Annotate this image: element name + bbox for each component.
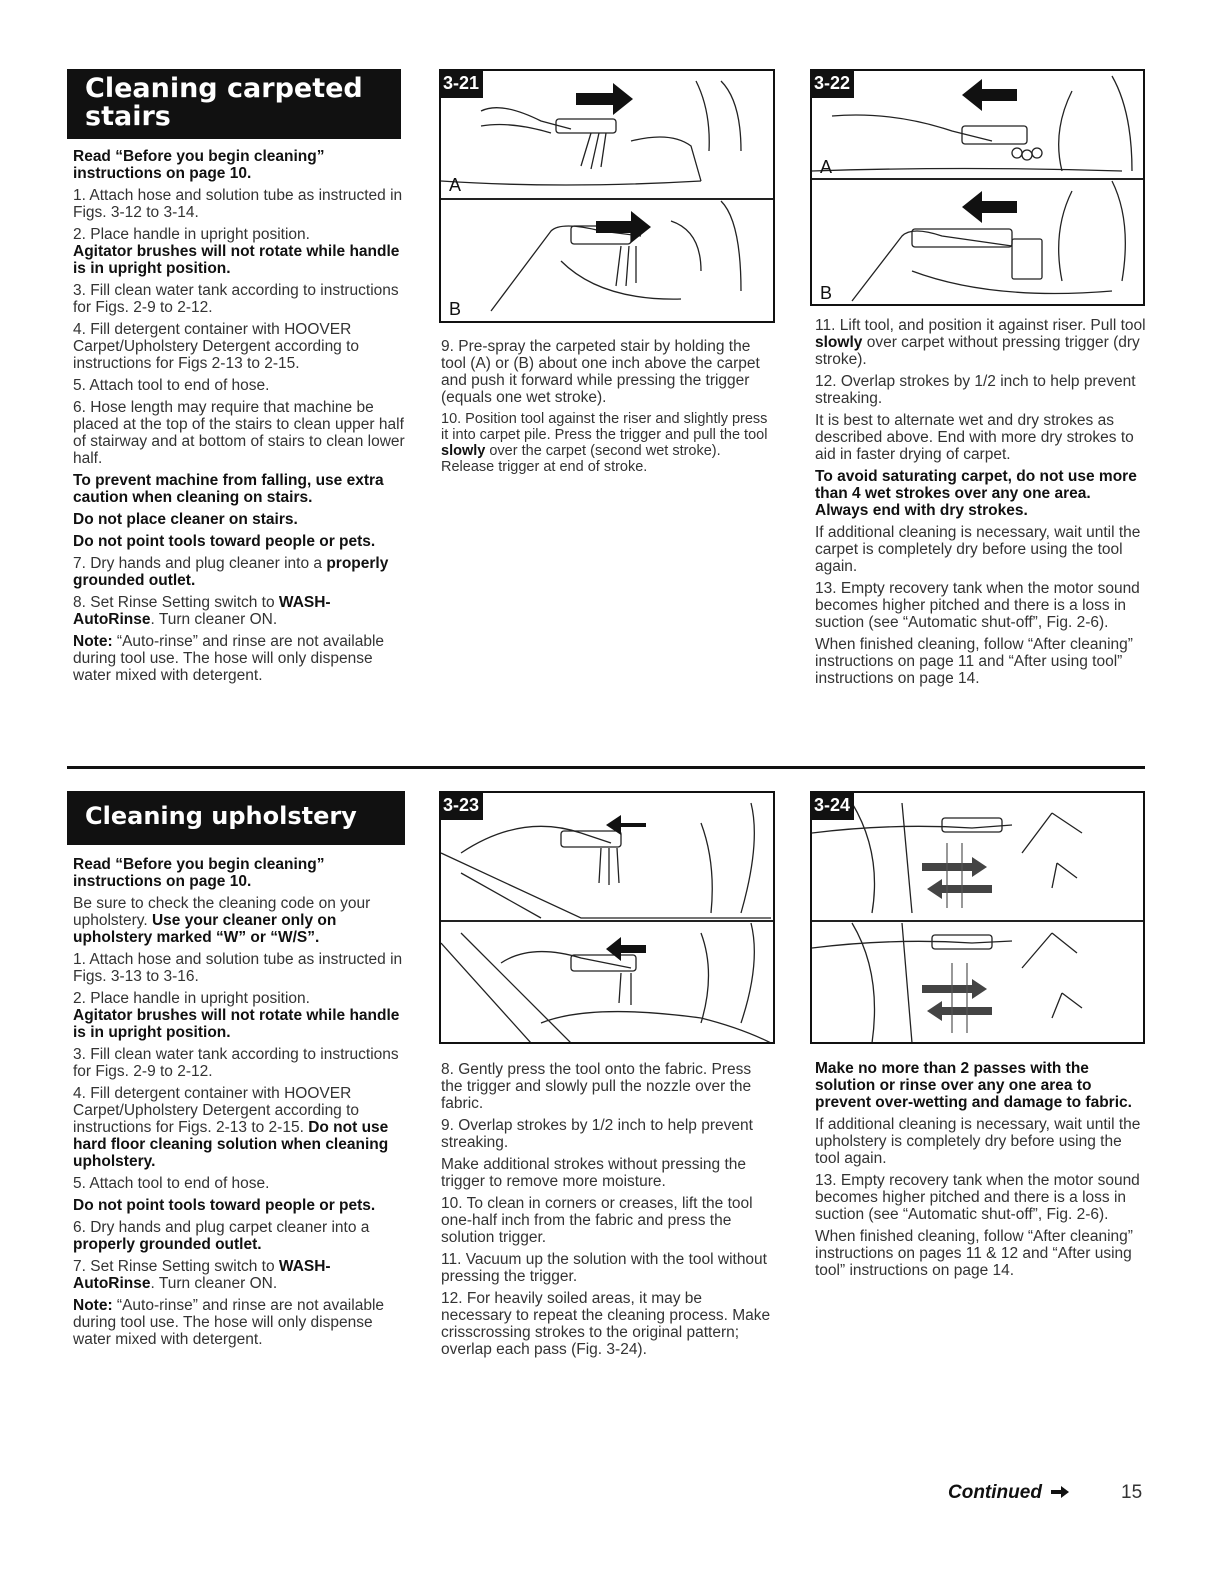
section-title-stairs: Cleaning carpeted stairs: [67, 69, 401, 139]
upholstery-column-2: [441, 1061, 773, 1363]
figure-label: 3-24: [810, 791, 854, 820]
paragraph: When finished cleaning, follow “After cleaning” instructions on pages 11 & 12 and “After using tool” instructions on page 14.: [815, 1228, 1133, 1279]
paragraph: If additional cleaning is necessary, wait until the upholstery is completely dry before using the tool again.: [815, 1116, 1141, 1167]
panel-a-label: A: [449, 175, 462, 195]
paragraph: 4. Fill detergent container with HOOVER Carpet/Upholstery Detergent according to instructions for Figs. 2-13 to 2-15. Do not use hard floor cleaning solution when cleaning upholstery.: [73, 1085, 389, 1170]
paragraph: Note: “Auto-rinse” and rinse are not available during tool use. The hose will only dispense water mixed with detergent.: [73, 1297, 385, 1348]
warning-text: Make no more than 2 passes with the solution or rinse over any one area to prevent over-wetting and damage to fabric.: [815, 1060, 1132, 1111]
paragraph: 12. For heavily soiled areas, it may be necessary to repeat the cleaning process. Make crisscrossing strokes to the original pattern; overlap each pass (Fig. 3-24).: [441, 1290, 771, 1358]
riser-tool-illustration: [812, 71, 1145, 306]
paragraph: 4. Fill detergent container with HOOVER Carpet/Upholstery Detergent according to instructions for Figs 2-13 to 2-15.: [73, 321, 360, 372]
paragraph: Make additional strokes without pressing the trigger to remove more moisture.: [441, 1156, 746, 1190]
warning-text: Do not point tools toward people or pets.: [73, 1197, 376, 1214]
paragraph: 13. Empty recovery tank when the motor sound becomes higher pitched and there is a loss in suction (see “Automatic shut-off”, Fig. 2-6).: [815, 580, 1140, 631]
paragraph: It is best to alternate wet and dry strokes as described above. End with more dry strokes to aid in faster drying of carpet.: [815, 412, 1134, 463]
panel-a-label: A: [820, 157, 833, 177]
paragraph: 6. Dry hands and plug carpet cleaner into a properly grounded outlet.: [73, 1219, 370, 1253]
stair-tool-illustration: [441, 71, 775, 323]
figure-3-22: [810, 69, 1145, 306]
crisscross-strokes-illustration: [812, 793, 1145, 1044]
warning-text: To avoid saturating carpet, do not use more than 4 wet strokes over any one area. Always end with dry strokes.: [815, 468, 1137, 519]
paragraph: 6. Hose length may require that machine be placed at the top of the stairs to clean upper half of stairway and at bottom of stairs to clean lower half.: [73, 399, 405, 467]
figure-3-24: [810, 791, 1145, 1044]
figure-label: 3-23: [439, 791, 483, 820]
paragraph: 8. Set Rinse Setting switch to WASH-AutoRinse. Turn cleaner ON.: [73, 594, 331, 628]
panel-b-label: B: [449, 299, 462, 319]
paragraph: 3. Fill clean water tank according to instructions for Figs. 2-9 to 2-12.: [73, 282, 399, 316]
stairs-column-2: [441, 338, 773, 480]
paragraph: 10. Position tool against the riser and slightly press it into carpet pile. Press the trigger and pull the tool slowly over the carpet (second wet stroke). Release trigger at end of stroke.: [441, 411, 768, 475]
paragraph: 11. Lift tool, and position it against riser. Pull tool slowly over carpet without pressing trigger (dry stroke).: [815, 317, 1146, 368]
paragraph: 10. To clean in corners or creases, lift the tool one-half inch from the fabric and press the solution trigger.: [441, 1195, 753, 1246]
paragraph: 12. Overlap strokes by 1/2 inch to help prevent streaking.: [815, 373, 1136, 407]
panel-b-label: B: [820, 283, 833, 303]
warning-text: Agitator brushes will not rotate while handle is in upright position.: [73, 243, 400, 277]
paragraph: 2. Place handle in upright position.: [73, 990, 310, 1007]
paragraph: When finished cleaning, follow “After cleaning” instructions on page 11 and “After using tool” instructions on page 14.: [815, 636, 1133, 687]
paragraph: 9. Overlap strokes by 1/2 inch to help prevent streaking.: [441, 1117, 753, 1151]
section-title-upholstery: Cleaning upholstery: [67, 791, 405, 845]
paragraph: 11. Vacuum up the solution with the tool without pressing the trigger.: [441, 1251, 767, 1285]
upholstery-column-1: [73, 856, 409, 1353]
paragraph: If additional cleaning is necessary, wait until the carpet is completely dry before using the tool again.: [815, 524, 1141, 575]
paragraph: 13. Empty recovery tank when the motor sound becomes higher pitched and there is a loss in suction (see “Automatic shut-off”, Fig. 2-6).: [815, 1172, 1140, 1223]
paragraph: 7. Set Rinse Setting switch to WASH-AutoRinse. Turn cleaner ON.: [73, 1258, 331, 1292]
page-number: 15: [1121, 1482, 1143, 1503]
paragraph: 3. Fill clean water tank according to instructions for Figs. 2-9 to 2-12.: [73, 1046, 399, 1080]
paragraph: Be sure to check the cleaning code on your upholstery. Use your cleaner only on upholstery marked “W” or “W/S”.: [73, 895, 371, 946]
paragraph: Note: “Auto-rinse” and rinse are not available during tool use. The hose will only dispense water mixed with detergent.: [73, 633, 385, 684]
continued-label: Continued: [948, 1482, 1069, 1504]
paragraph: Read “Before you begin cleaning” instructions on page 10.: [73, 148, 325, 182]
stairs-column-3: [815, 317, 1147, 692]
arrow-right-icon: [1051, 1482, 1069, 1504]
paragraph: 5. Attach tool to end of hose.: [73, 377, 270, 394]
section-divider: [67, 766, 1145, 769]
figure-3-23: [439, 791, 775, 1044]
warning-text: Do not place cleaner on stairs.: [73, 511, 298, 528]
paragraph: 8. Gently press the tool onto the fabric. Press the trigger and slowly pull the nozzle over the fabric.: [441, 1061, 752, 1112]
paragraph: 7. Dry hands and plug cleaner into a properly grounded outlet.: [73, 555, 389, 589]
paragraph: 1. Attach hose and solution tube as instructed in Figs. 3-12 to 3-14.: [73, 187, 403, 221]
paragraph: 2. Place handle in upright position.: [73, 226, 310, 243]
figure-3-21: [439, 69, 775, 323]
warning-text: Do not point tools toward people or pets.: [73, 533, 376, 550]
upholstery-tool-illustration: [441, 793, 775, 1044]
paragraph: 9. Pre-spray the carpeted stair by holding the tool (A) or (B) about one inch above the carpet and push it forward while pressing the trigger (equals one wet stroke).: [441, 338, 760, 406]
paragraph: 1. Attach hose and solution tube as instructed in Figs. 3-13 to 3-16.: [73, 951, 403, 985]
upholstery-column-3: [815, 1060, 1147, 1284]
figure-label: 3-22: [810, 69, 854, 98]
paragraph: Read “Before you begin cleaning” instructions on page 10.: [73, 856, 325, 890]
stairs-column-1: [73, 148, 409, 689]
warning-text: Agitator brushes will not rotate while handle is in upright position.: [73, 1007, 400, 1041]
figure-label: 3-21: [439, 69, 483, 98]
paragraph: 5. Attach tool to end of hose.: [73, 1175, 270, 1192]
warning-text: To prevent machine from falling, use extra caution when cleaning on stairs.: [73, 472, 384, 506]
